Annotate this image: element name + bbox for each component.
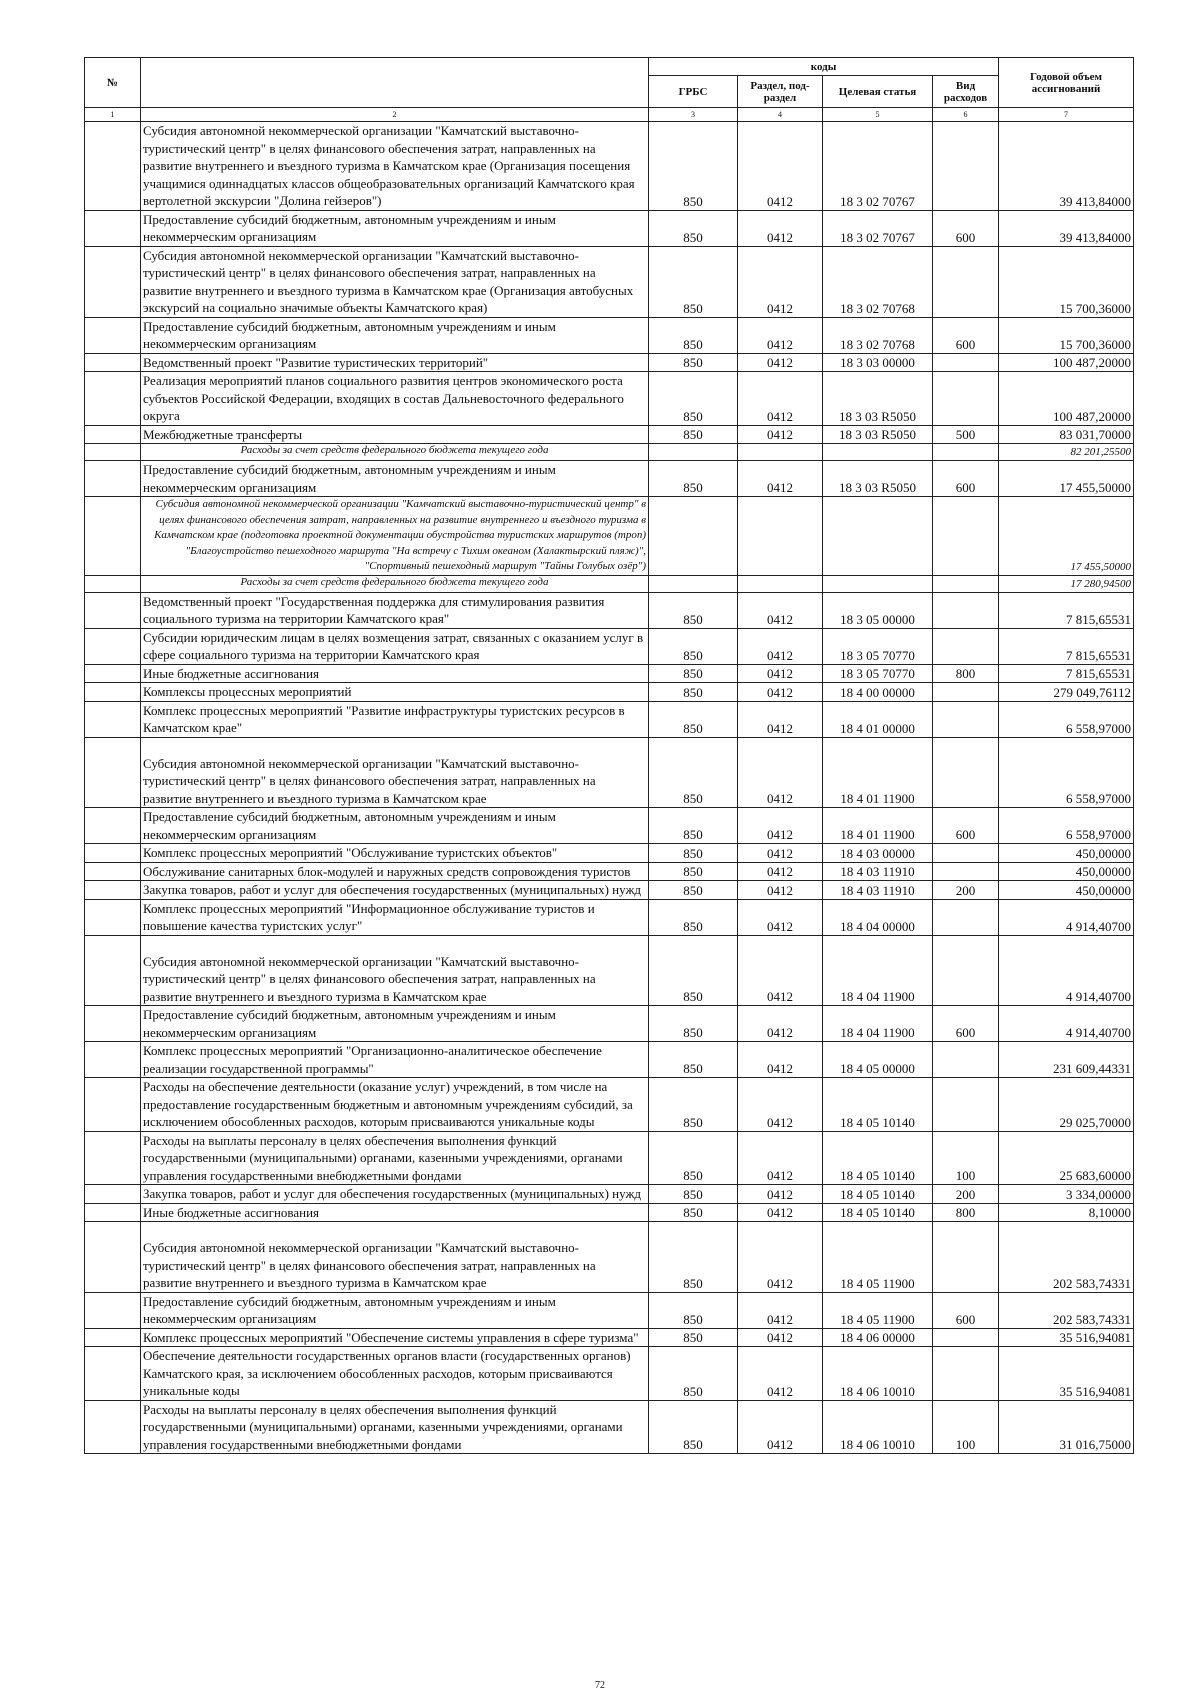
table-row bbox=[85, 372, 1134, 426]
table-row bbox=[85, 628, 1134, 664]
target-article-cell: 18 3 02 70768 bbox=[823, 246, 933, 317]
amount-cell: 7 815,65531 bbox=[999, 664, 1134, 683]
table-row bbox=[85, 122, 1134, 211]
row-name-cell: Обеспечение деятельности государственных органов власти (государственных органов) Камчатского края, за исключением обособленных расходов, которым присваиваются уникальные коды bbox=[141, 1347, 649, 1401]
row-name-cell: Субсидия автономной некоммерческой организации "Камчатский выставочно-туристический центр" в целях финансового обеспечения затрат, направленных на развитие внутреннего и въездного туризма в Камчатском крае (Организация автобусных экскурсий на социально значимые объекты Камчатского края) bbox=[141, 246, 649, 317]
target-article-cell: 18 4 04 11900 bbox=[823, 1006, 933, 1042]
grbs-cell: 850 bbox=[649, 1203, 738, 1222]
table-row bbox=[85, 1292, 1134, 1328]
row-number-cell bbox=[85, 353, 141, 372]
table-row bbox=[85, 881, 1134, 900]
grbs-cell: 850 bbox=[649, 1131, 738, 1185]
row-name-cell: Закупка товаров, работ и услуг для обеспечения государственных (муниципальных) нужд bbox=[141, 881, 649, 900]
razdel-cell: 0412 bbox=[738, 683, 823, 702]
row-number-cell bbox=[85, 1347, 141, 1401]
razdel-cell bbox=[738, 575, 823, 592]
table-row bbox=[85, 246, 1134, 317]
razdel-cell: 0412 bbox=[738, 808, 823, 844]
amount-cell: 450,00000 bbox=[999, 862, 1134, 881]
table-row bbox=[85, 461, 1134, 497]
grbs-cell bbox=[649, 444, 738, 461]
razdel-cell: 0412 bbox=[738, 317, 823, 353]
target-article-cell: 18 4 05 11900 bbox=[823, 1292, 933, 1328]
row-name-cell: Субсидия автономной некоммерческой организации "Камчатский выставочно-туристический центр" в целях финансового обеспечения затрат, направленных на развитие внутреннего и въездного туризма в Камчатском крае bbox=[141, 935, 649, 1006]
grbs-cell: 850 bbox=[649, 628, 738, 664]
table-row bbox=[85, 1131, 1134, 1185]
target-article-cell: 18 3 05 70770 bbox=[823, 628, 933, 664]
amount-cell: 15 700,36000 bbox=[999, 317, 1134, 353]
razdel-cell: 0412 bbox=[738, 1292, 823, 1328]
table-row bbox=[85, 1042, 1134, 1078]
table-row bbox=[85, 353, 1134, 372]
table-row bbox=[85, 1006, 1134, 1042]
target-article-cell: 18 3 03 R5050 bbox=[823, 372, 933, 426]
target-article-cell: 18 4 05 11900 bbox=[823, 1222, 933, 1293]
row-number-cell bbox=[85, 1222, 141, 1293]
target-article-cell: 18 3 03 R5050 bbox=[823, 461, 933, 497]
expense-type-cell bbox=[933, 353, 999, 372]
amount-cell: 25 683,60000 bbox=[999, 1131, 1134, 1185]
target-article-cell: 18 3 05 70770 bbox=[823, 664, 933, 683]
amount-cell: 31 016,75000 bbox=[999, 1400, 1134, 1454]
expense-type-cell bbox=[933, 701, 999, 737]
target-article-cell: 18 3 02 70767 bbox=[823, 210, 933, 246]
razdel-cell: 0412 bbox=[738, 1222, 823, 1293]
header-annual-volume: Годовой объем ассигнований bbox=[999, 58, 1134, 108]
row-number-cell bbox=[85, 1006, 141, 1042]
row-name-cell: Расходы на выплаты персоналу в целях обеспечения выполнения функций государственными (муниципальными) органами, казенными учреждениями, органами управления государственными внебюджетными фондами bbox=[141, 1400, 649, 1454]
row-number-cell bbox=[85, 575, 141, 592]
row-name-cell: Иные бюджетные ассигнования bbox=[141, 1203, 649, 1222]
row-name-cell: Субсидия автономной некоммерческой организации "Камчатский выставочно-туристический центр" в целях финансового обеспечения затрат, направленных на развитие внутреннего и въездного туризма в Камчатском крае bbox=[141, 1222, 649, 1293]
target-article-cell: 18 4 05 10140 bbox=[823, 1185, 933, 1204]
amount-cell: 17 455,50000 bbox=[999, 461, 1134, 497]
table-row bbox=[85, 444, 1134, 461]
table-row bbox=[85, 701, 1134, 737]
razdel-cell: 0412 bbox=[738, 899, 823, 935]
amount-cell: 7 815,65531 bbox=[999, 628, 1134, 664]
amount-cell: 100 487,20000 bbox=[999, 372, 1134, 426]
razdel-cell: 0412 bbox=[738, 592, 823, 628]
table-row bbox=[85, 1347, 1134, 1401]
grbs-cell: 850 bbox=[649, 1042, 738, 1078]
razdel-cell: 0412 bbox=[738, 1078, 823, 1132]
grbs-cell: 850 bbox=[649, 592, 738, 628]
expense-type-cell bbox=[933, 628, 999, 664]
row-name-cell: Предоставление субсидий бюджетным, автономным учреждениям и иным некоммерческим организациям bbox=[141, 1292, 649, 1328]
amount-cell: 35 516,94081 bbox=[999, 1328, 1134, 1347]
row-name-cell: Комплекс процессных мероприятий "Обслуживание туристских объектов" bbox=[141, 844, 649, 863]
expense-type-cell bbox=[933, 1222, 999, 1293]
amount-cell: 202 583,74331 bbox=[999, 1222, 1134, 1293]
target-article-cell: 18 3 03 R5050 bbox=[823, 425, 933, 444]
row-name-cell: Расходы на обеспечение деятельности (оказание услуг) учреждений, в том числе на предоставление государственным бюджетным и автономным учреждениям субсидий, за исключением обособленных расходов, которым присваиваются уникальные коды bbox=[141, 1078, 649, 1132]
razdel-cell bbox=[738, 497, 823, 576]
row-name-cell: Комплекс процессных мероприятий "Обеспечение системы управления в сфере туризма" bbox=[141, 1328, 649, 1347]
target-article-cell: 18 4 06 10010 bbox=[823, 1400, 933, 1454]
row-number-cell bbox=[85, 461, 141, 497]
column-number: 5 bbox=[823, 108, 933, 122]
expense-type-cell: 100 bbox=[933, 1131, 999, 1185]
row-number-cell bbox=[85, 808, 141, 844]
row-number-cell bbox=[85, 683, 141, 702]
amount-cell: 29 025,70000 bbox=[999, 1078, 1134, 1132]
row-number-cell bbox=[85, 210, 141, 246]
target-article-cell: 18 4 03 11910 bbox=[823, 862, 933, 881]
row-name-cell: Субсидии юридическим лицам в целях возмещения затрат, связанных с оказанием услуг в сфере социального туризма на территории Камчатского края bbox=[141, 628, 649, 664]
target-article-cell: 18 3 02 70767 bbox=[823, 122, 933, 211]
amount-cell: 3 334,00000 bbox=[999, 1185, 1134, 1204]
row-name-cell: Комплекс процессных мероприятий "Организационно-аналитическое обеспечение реализации государственной программы" bbox=[141, 1042, 649, 1078]
amount-cell: 17 455,50000 bbox=[999, 497, 1134, 576]
expense-type-cell bbox=[933, 372, 999, 426]
row-number-cell bbox=[85, 881, 141, 900]
row-number-cell bbox=[85, 1400, 141, 1454]
row-name-cell: Субсидия автономной некоммерческой организации "Камчатский выставочно-туристический центр" в целях финансового обеспечения затрат, направленных на развитие внутреннего и въездного туризма в Камчатском крае (подготовка проектной документации обустройства туристских маршрутов (троп) "Благоустройство пешеходного маршрута "На встречу с Тихим океаном (Халактырский пляж)", "Спортивный пешеходный маршрут "Тайны Голубых озёр") bbox=[141, 497, 649, 576]
row-name-cell: Расходы за счет средств федерального бюджета текущего года bbox=[141, 575, 649, 592]
row-number-cell bbox=[85, 1042, 141, 1078]
target-article-cell: 18 4 05 10140 bbox=[823, 1203, 933, 1222]
expense-type-cell: 600 bbox=[933, 1006, 999, 1042]
expense-type-cell bbox=[933, 1347, 999, 1401]
target-article-cell bbox=[823, 575, 933, 592]
row-number-cell bbox=[85, 317, 141, 353]
expense-type-cell: 200 bbox=[933, 1185, 999, 1204]
table-row bbox=[85, 899, 1134, 935]
amount-cell: 450,00000 bbox=[999, 844, 1134, 863]
row-number-cell bbox=[85, 1328, 141, 1347]
expense-type-cell bbox=[933, 1328, 999, 1347]
target-article-cell: 18 4 03 11910 bbox=[823, 881, 933, 900]
page-number: 72 bbox=[595, 1680, 605, 1691]
expense-type-cell bbox=[933, 444, 999, 461]
amount-cell: 100 487,20000 bbox=[999, 353, 1134, 372]
row-name-cell: Предоставление субсидий бюджетным, автономным учреждениям и иным некоммерческим организациям bbox=[141, 317, 649, 353]
target-article-cell: 18 3 02 70768 bbox=[823, 317, 933, 353]
column-number-row bbox=[85, 108, 1134, 122]
table-row bbox=[85, 592, 1134, 628]
target-article-cell: 18 4 01 11900 bbox=[823, 737, 933, 808]
table-row bbox=[85, 935, 1134, 1006]
expense-type-cell bbox=[933, 844, 999, 863]
row-number-cell bbox=[85, 1292, 141, 1328]
row-number-cell bbox=[85, 497, 141, 576]
target-article-cell: 18 4 01 00000 bbox=[823, 701, 933, 737]
razdel-cell: 0412 bbox=[738, 425, 823, 444]
target-article-cell bbox=[823, 497, 933, 576]
expense-type-cell bbox=[933, 935, 999, 1006]
razdel-cell: 0412 bbox=[738, 1042, 823, 1078]
amount-cell: 39 413,84000 bbox=[999, 122, 1134, 211]
razdel-cell: 0412 bbox=[738, 1131, 823, 1185]
grbs-cell: 850 bbox=[649, 1328, 738, 1347]
row-number-cell bbox=[85, 372, 141, 426]
grbs-cell: 850 bbox=[649, 664, 738, 683]
expense-type-cell: 600 bbox=[933, 1292, 999, 1328]
grbs-cell: 850 bbox=[649, 1006, 738, 1042]
table-row bbox=[85, 1078, 1134, 1132]
razdel-cell: 0412 bbox=[738, 1400, 823, 1454]
amount-cell: 4 914,40700 bbox=[999, 899, 1134, 935]
razdel-cell: 0412 bbox=[738, 844, 823, 863]
header-grbs: ГРБС bbox=[649, 76, 738, 108]
column-number: 2 bbox=[141, 108, 649, 122]
amount-cell: 450,00000 bbox=[999, 881, 1134, 900]
table-row bbox=[85, 1185, 1134, 1204]
grbs-cell: 850 bbox=[649, 425, 738, 444]
target-article-cell: 18 4 04 00000 bbox=[823, 899, 933, 935]
grbs-cell: 850 bbox=[649, 862, 738, 881]
amount-cell: 6 558,97000 bbox=[999, 737, 1134, 808]
row-number-cell bbox=[85, 844, 141, 863]
expense-type-cell bbox=[933, 1078, 999, 1132]
amount-cell: 8,10000 bbox=[999, 1203, 1134, 1222]
expense-type-cell: 600 bbox=[933, 461, 999, 497]
row-number-cell bbox=[85, 628, 141, 664]
amount-cell: 7 815,65531 bbox=[999, 592, 1134, 628]
row-number-cell bbox=[85, 425, 141, 444]
grbs-cell: 850 bbox=[649, 317, 738, 353]
row-name-cell: Реализация мероприятий планов социального развития центров экономического роста субъектов Российской Федерации, входящих в состав Дальневосточного федерального округа bbox=[141, 372, 649, 426]
razdel-cell: 0412 bbox=[738, 353, 823, 372]
row-name-cell: Межбюджетные трансферты bbox=[141, 425, 649, 444]
razdel-cell: 0412 bbox=[738, 881, 823, 900]
target-article-cell: 18 4 04 11900 bbox=[823, 935, 933, 1006]
row-number-cell bbox=[85, 899, 141, 935]
amount-cell: 4 914,40700 bbox=[999, 935, 1134, 1006]
razdel-cell: 0412 bbox=[738, 122, 823, 211]
amount-cell: 35 516,94081 bbox=[999, 1347, 1134, 1401]
table-row bbox=[85, 844, 1134, 863]
grbs-cell: 850 bbox=[649, 1185, 738, 1204]
row-name-cell: Обслуживание санитарных блок-модулей и наружных средств сопровождения туристов bbox=[141, 862, 649, 881]
grbs-cell: 850 bbox=[649, 881, 738, 900]
row-number-cell bbox=[85, 1078, 141, 1132]
grbs-cell: 850 bbox=[649, 683, 738, 702]
grbs-cell: 850 bbox=[649, 246, 738, 317]
target-article-cell: 18 4 05 00000 bbox=[823, 1042, 933, 1078]
grbs-cell: 850 bbox=[649, 372, 738, 426]
grbs-cell bbox=[649, 497, 738, 576]
amount-cell: 83 031,70000 bbox=[999, 425, 1134, 444]
grbs-cell: 850 bbox=[649, 461, 738, 497]
expense-type-cell bbox=[933, 1042, 999, 1078]
row-name-cell: Предоставление субсидий бюджетным, автономным учреждениям и иным некоммерческим организациям bbox=[141, 1006, 649, 1042]
table-row bbox=[85, 862, 1134, 881]
target-article-cell: 18 4 05 10140 bbox=[823, 1131, 933, 1185]
row-name-cell: Предоставление субсидий бюджетным, автономным учреждениям и иным некоммерческим организациям bbox=[141, 210, 649, 246]
amount-cell: 231 609,44331 bbox=[999, 1042, 1134, 1078]
razdel-cell: 0412 bbox=[738, 701, 823, 737]
target-article-cell: 18 3 03 00000 bbox=[823, 353, 933, 372]
row-name-cell: Субсидия автономной некоммерческой организации "Камчатский выставочно-туристический центр" в целях финансового обеспечения затрат, направленных на развитие внутреннего и въездного туризма в Камчатском крае bbox=[141, 737, 649, 808]
row-name-cell: Предоставление субсидий бюджетным, автономным учреждениям и иным некоммерческим организациям bbox=[141, 461, 649, 497]
razdel-cell: 0412 bbox=[738, 372, 823, 426]
expense-type-cell: 800 bbox=[933, 1203, 999, 1222]
table-row bbox=[85, 1328, 1134, 1347]
razdel-cell: 0412 bbox=[738, 737, 823, 808]
razdel-cell: 0412 bbox=[738, 1328, 823, 1347]
row-number-cell bbox=[85, 246, 141, 317]
table-row bbox=[85, 683, 1134, 702]
header-number: № bbox=[85, 58, 141, 108]
razdel-cell: 0412 bbox=[738, 1347, 823, 1401]
row-number-cell bbox=[85, 935, 141, 1006]
target-article-cell: 18 4 06 00000 bbox=[823, 1328, 933, 1347]
table-row bbox=[85, 737, 1134, 808]
row-name-cell: Закупка товаров, работ и услуг для обеспечения государственных (муниципальных) нужд bbox=[141, 1185, 649, 1204]
grbs-cell: 850 bbox=[649, 844, 738, 863]
row-number-cell bbox=[85, 862, 141, 881]
razdel-cell: 0412 bbox=[738, 1203, 823, 1222]
header-codes: коды bbox=[649, 58, 999, 76]
table-body bbox=[85, 122, 1134, 1454]
row-number-cell bbox=[85, 444, 141, 461]
razdel-cell bbox=[738, 444, 823, 461]
table-row bbox=[85, 808, 1134, 844]
expense-type-cell: 500 bbox=[933, 425, 999, 444]
expense-type-cell: 100 bbox=[933, 1400, 999, 1454]
row-name-cell: Расходы на выплаты персоналу в целях обеспечения выполнения функций государственными (муниципальными) органами, казенными учреждениями, органами управления государственными внебюджетными фондами bbox=[141, 1131, 649, 1185]
target-article-cell: 18 3 05 00000 bbox=[823, 592, 933, 628]
target-article-cell: 18 4 06 10010 bbox=[823, 1347, 933, 1401]
table-row bbox=[85, 575, 1134, 592]
row-name-cell: Комплексы процессных мероприятий bbox=[141, 683, 649, 702]
grbs-cell: 850 bbox=[649, 210, 738, 246]
target-article-cell: 18 4 05 10140 bbox=[823, 1078, 933, 1132]
column-number: 1 bbox=[85, 108, 141, 122]
grbs-cell: 850 bbox=[649, 1400, 738, 1454]
grbs-cell: 850 bbox=[649, 899, 738, 935]
table-row bbox=[85, 497, 1134, 576]
table-row bbox=[85, 664, 1134, 683]
expense-type-cell bbox=[933, 575, 999, 592]
grbs-cell: 850 bbox=[649, 1347, 738, 1401]
header-razdel: Раздел, под-раздел bbox=[738, 76, 823, 108]
row-number-cell bbox=[85, 1131, 141, 1185]
row-name-cell: Расходы за счет средств федерального бюджета текущего года bbox=[141, 444, 649, 461]
header-name bbox=[141, 58, 649, 108]
razdel-cell: 0412 bbox=[738, 1185, 823, 1204]
expense-type-cell bbox=[933, 246, 999, 317]
table-row bbox=[85, 425, 1134, 444]
razdel-cell: 0412 bbox=[738, 935, 823, 1006]
amount-cell: 202 583,74331 bbox=[999, 1292, 1134, 1328]
column-number: 4 bbox=[738, 108, 823, 122]
amount-cell: 17 280,94500 bbox=[999, 575, 1134, 592]
grbs-cell: 850 bbox=[649, 1078, 738, 1132]
grbs-cell: 850 bbox=[649, 1222, 738, 1293]
expense-type-cell: 800 bbox=[933, 664, 999, 683]
row-name-cell: Комплекс процессных мероприятий "Информационное обслуживание туристов и повышение качества туристских услуг" bbox=[141, 899, 649, 935]
row-name-cell: Ведомственный проект "Развитие туристических территорий" bbox=[141, 353, 649, 372]
expense-type-cell bbox=[933, 737, 999, 808]
razdel-cell: 0412 bbox=[738, 246, 823, 317]
row-number-cell bbox=[85, 1203, 141, 1222]
target-article-cell: 18 4 01 11900 bbox=[823, 808, 933, 844]
grbs-cell: 850 bbox=[649, 1292, 738, 1328]
table-row bbox=[85, 1203, 1134, 1222]
expense-type-cell bbox=[933, 899, 999, 935]
target-article-cell: 18 4 00 00000 bbox=[823, 683, 933, 702]
expense-type-cell bbox=[933, 122, 999, 211]
budget-allocation-table bbox=[84, 57, 1134, 1454]
amount-cell: 82 201,25500 bbox=[999, 444, 1134, 461]
table-row bbox=[85, 317, 1134, 353]
row-name-cell: Субсидия автономной некоммерческой организации "Камчатский выставочно-туристический центр" в целях финансового обеспечения затрат, направленных на развитие внутреннего и въездного туризма в Камчатском крае (Организация посещения учащимися одиннадцатых классов общеобразовательных организаций Камчатского края вертолетной экскурсии "Долина гейзеров") bbox=[141, 122, 649, 211]
amount-cell: 6 558,97000 bbox=[999, 808, 1134, 844]
amount-cell: 39 413,84000 bbox=[999, 210, 1134, 246]
row-number-cell bbox=[85, 122, 141, 211]
header-target-article: Целевая статья bbox=[823, 76, 933, 108]
razdel-cell: 0412 bbox=[738, 664, 823, 683]
expense-type-cell bbox=[933, 497, 999, 576]
column-number: 6 bbox=[933, 108, 999, 122]
razdel-cell: 0412 bbox=[738, 210, 823, 246]
razdel-cell: 0412 bbox=[738, 1006, 823, 1042]
amount-cell: 4 914,40700 bbox=[999, 1006, 1134, 1042]
grbs-cell: 850 bbox=[649, 353, 738, 372]
razdel-cell: 0412 bbox=[738, 862, 823, 881]
target-article-cell bbox=[823, 444, 933, 461]
expense-type-cell: 600 bbox=[933, 210, 999, 246]
row-number-cell bbox=[85, 592, 141, 628]
grbs-cell: 850 bbox=[649, 808, 738, 844]
razdel-cell: 0412 bbox=[738, 461, 823, 497]
expense-type-cell: 200 bbox=[933, 881, 999, 900]
column-number: 7 bbox=[999, 108, 1134, 122]
row-number-cell bbox=[85, 737, 141, 808]
expense-type-cell: 600 bbox=[933, 317, 999, 353]
row-name-cell: Предоставление субсидий бюджетным, автономным учреждениям и иным некоммерческим организациям bbox=[141, 808, 649, 844]
expense-type-cell bbox=[933, 683, 999, 702]
grbs-cell: 850 bbox=[649, 122, 738, 211]
grbs-cell: 850 bbox=[649, 935, 738, 1006]
grbs-cell: 850 bbox=[649, 737, 738, 808]
row-number-cell bbox=[85, 701, 141, 737]
amount-cell: 15 700,36000 bbox=[999, 246, 1134, 317]
row-name-cell: Комплекс процессных мероприятий "Развитие инфраструктуры туристских ресурсов в Камчатском крае" bbox=[141, 701, 649, 737]
table-row bbox=[85, 1400, 1134, 1454]
razdel-cell: 0412 bbox=[738, 628, 823, 664]
row-number-cell bbox=[85, 1185, 141, 1204]
table-row bbox=[85, 210, 1134, 246]
grbs-cell: 850 bbox=[649, 701, 738, 737]
row-number-cell bbox=[85, 664, 141, 683]
target-article-cell: 18 4 03 00000 bbox=[823, 844, 933, 863]
amount-cell: 279 049,76112 bbox=[999, 683, 1134, 702]
expense-type-cell bbox=[933, 862, 999, 881]
column-number: 3 bbox=[649, 108, 738, 122]
expense-type-cell bbox=[933, 592, 999, 628]
table-row bbox=[85, 1222, 1134, 1293]
header-expense-type: Вид расходов bbox=[933, 76, 999, 108]
amount-cell: 6 558,97000 bbox=[999, 701, 1134, 737]
row-name-cell: Иные бюджетные ассигнования bbox=[141, 664, 649, 683]
grbs-cell bbox=[649, 575, 738, 592]
row-name-cell: Ведомственный проект "Государственная поддержка для стимулирования развития социального туризма на территории Камчатского края" bbox=[141, 592, 649, 628]
expense-type-cell: 600 bbox=[933, 808, 999, 844]
